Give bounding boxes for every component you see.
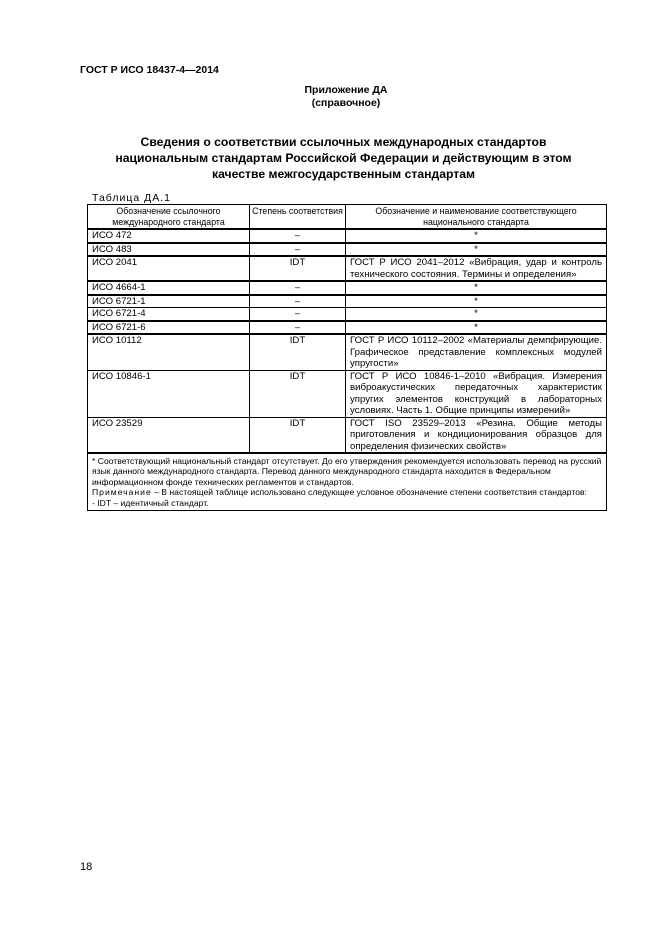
cell-degree: IDT (250, 334, 346, 370)
cell-std: ИСО 10846-1 (88, 370, 250, 417)
cell-national: * (346, 308, 607, 321)
main-title-line-2: национальным стандартам Российской Федерации и действующим в этом (115, 151, 572, 165)
note-idt: - IDT – идентичный стандарт. (92, 497, 209, 508)
table-row (88, 308, 607, 321)
main-title (80, 134, 607, 182)
cell-national: * (346, 321, 607, 335)
note-text: – В настоящей таблице использовано следующее условное обозначение степени соответствия стандартов: (151, 487, 587, 498)
cell-degree: – (250, 308, 346, 321)
cell-degree: – (250, 295, 346, 308)
cell-national: ГОСТ Р ИСО 10846-1–2010 «Вибрация. Измерения виброакустических передаточных характеристик упругих элементов конструкций в лабораторных условиях. Часть 1. Общие принципы измерений» (346, 370, 607, 417)
table-footer-row (88, 453, 607, 511)
table-caption: Таблица ДА.1 (92, 192, 171, 204)
cell-national: * (346, 295, 607, 308)
cell-degree: – (250, 229, 346, 243)
table-row (88, 417, 607, 453)
cell-degree: – (250, 281, 346, 295)
cell-degree: IDT (250, 370, 346, 417)
page-number: 18 (80, 861, 93, 873)
cell-std: ИСО 472 (88, 229, 250, 243)
table-row (88, 295, 607, 308)
cell-std: ИСО 6721-6 (88, 321, 250, 335)
cell-degree: – (250, 321, 346, 335)
cell-std: ИСО 483 (88, 243, 250, 257)
table-row (88, 243, 607, 257)
cell-national: * (346, 243, 607, 257)
table-row (88, 334, 607, 370)
table-note (92, 487, 602, 497)
header-intl-standard: Обозначение ссылочного международного стандарта (88, 205, 250, 230)
cell-national: * (346, 229, 607, 243)
cell-degree: IDT (250, 256, 346, 281)
cell-national: ГОСТ Р ИСО 10112–2002 «Материалы демпфирующие. Графическое представление комплексных модулей упругости» (346, 334, 607, 370)
cell-std: ИСО 6721-1 (88, 295, 250, 308)
header-national-standard: Обозначение и наименование соответствующего национального стандарта (346, 205, 607, 230)
cell-std: ИСО 2041 (88, 256, 250, 281)
correspondence-table (87, 204, 607, 511)
table-row (88, 256, 607, 281)
cell-national: * (346, 281, 607, 295)
document-code: ГОСТ Р ИСО 18437-4—2014 (80, 64, 219, 76)
cell-national: ГОСТ Р ИСО 2041–2012 «Вибрация, удар и контроль технического состояния. Термины и определения» (346, 256, 607, 281)
footnote: * Соответствующий национальный стандарт отсутствует. До его утверждения рекомендуется использовать перевод на русский язык данного международного стандарта. Перевод данного международного стандарта находится в Федеральном информационном фонде технических регламентов и стандартов. (92, 456, 602, 487)
table-row (88, 370, 607, 417)
table-footer (88, 453, 607, 511)
cell-std: ИСО 4664-1 (88, 281, 250, 295)
cell-std: ИСО 23529 (88, 417, 250, 453)
note-label: Примечание (92, 487, 152, 498)
header-degree: Степень соответствия (250, 205, 346, 230)
table-row (88, 321, 607, 335)
cell-national: ГОСТ ISO 23529–2013 «Резина. Общие методы приготовления и кондиционирования образцов для определения физических свойств» (346, 417, 607, 453)
main-title-line-1: Сведения о соответствии ссылочных международных стандартов (140, 135, 547, 149)
table-row (88, 281, 607, 295)
appendix-title: Приложение ДА (304, 84, 388, 96)
cell-degree: IDT (250, 417, 346, 453)
main-title-line-3: качестве межгосударственным стандартам (211, 167, 476, 181)
table-row (88, 229, 607, 243)
cell-degree: – (250, 243, 346, 257)
table-header-row (88, 205, 607, 230)
cell-std: ИСО 10112 (88, 334, 250, 370)
appendix-subtitle: (справочное) (311, 97, 381, 109)
cell-std: ИСО 6721-4 (88, 308, 250, 321)
appendix-heading (0, 84, 661, 110)
